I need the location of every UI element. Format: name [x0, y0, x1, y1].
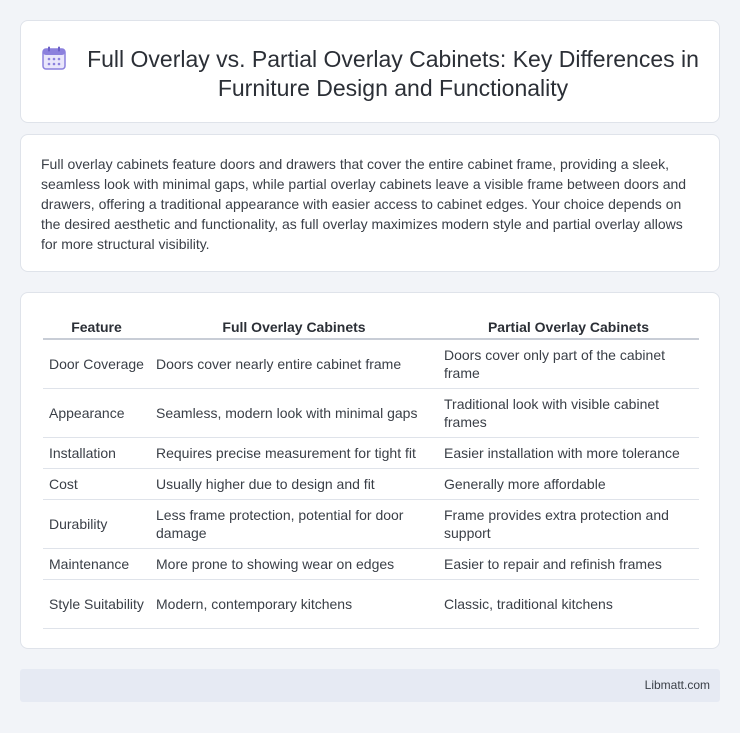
full-overlay-cell: Usually higher due to design and fit — [150, 469, 438, 500]
intro-paragraph: Full overlay cabinets feature doors and drawers that cover the entire cabinet frame, providing a sleek, seamless look with minimal gaps, while partial overlay cabinets leave a visible frame between doors and drawers, offering a traditional appearance with easier access to cabinet edges. Your choice depends on the desired aesthetic and functionality, as full overlay maximizes modern style and partial overlay allows for more structural visibility. — [41, 156, 687, 252]
table-row — [43, 580, 699, 629]
table-row — [43, 438, 699, 469]
table-row — [43, 340, 699, 389]
full-overlay-cell: Requires precise measurement for tight fit — [150, 438, 438, 469]
full-overlay-cell: Modern, contemporary kitchens — [150, 580, 438, 629]
feature-cell: Appearance — [43, 389, 150, 438]
footer-brand[interactable]: Libmatt.com — [644, 678, 710, 692]
feature-cell: Durability — [43, 500, 150, 549]
table-row — [43, 500, 699, 549]
table-row — [43, 469, 699, 500]
partial-overlay-cell: Generally more affordable — [438, 469, 699, 500]
table-row — [43, 549, 699, 580]
full-overlay-cell: Seamless, modern look with minimal gaps — [150, 389, 438, 438]
header-full-overlay: Full Overlay Cabinets — [150, 313, 438, 340]
table-row — [43, 389, 699, 438]
partial-overlay-cell: Classic, traditional kitchens — [438, 580, 699, 629]
partial-overlay-cell: Easier to repair and refinish frames — [438, 549, 699, 580]
feature-cell: Style Suitability — [43, 580, 150, 629]
table-header-row — [43, 313, 699, 340]
footer — [20, 669, 720, 702]
partial-overlay-cell: Doors cover only part of the cabinet frame — [438, 340, 699, 389]
title-card — [20, 20, 720, 123]
comparison-table — [43, 313, 699, 629]
page-title: Full Overlay vs. Partial Overlay Cabinets: Key Differences in Furniture Design and Functionality — [87, 46, 699, 101]
intro-card — [20, 134, 720, 272]
full-overlay-cell: More prone to showing wear on edges — [150, 549, 438, 580]
full-overlay-cell: Doors cover nearly entire cabinet frame — [150, 340, 438, 389]
title-wrap — [21, 21, 719, 103]
header-partial-overlay: Partial Overlay Cabinets — [438, 313, 699, 340]
partial-overlay-cell: Easier installation with more tolerance — [438, 438, 699, 469]
feature-cell: Door Coverage — [43, 340, 150, 389]
partial-overlay-cell: Frame provides extra protection and support — [438, 500, 699, 549]
feature-cell: Cost — [43, 469, 150, 500]
calendar-icon — [41, 45, 67, 71]
partial-overlay-cell: Traditional look with visible cabinet frames — [438, 389, 699, 438]
feature-cell: Maintenance — [43, 549, 150, 580]
header-feature: Feature — [43, 313, 150, 340]
feature-cell: Installation — [43, 438, 150, 469]
full-overlay-cell: Less frame protection, potential for door damage — [150, 500, 438, 549]
table-card — [20, 292, 720, 649]
